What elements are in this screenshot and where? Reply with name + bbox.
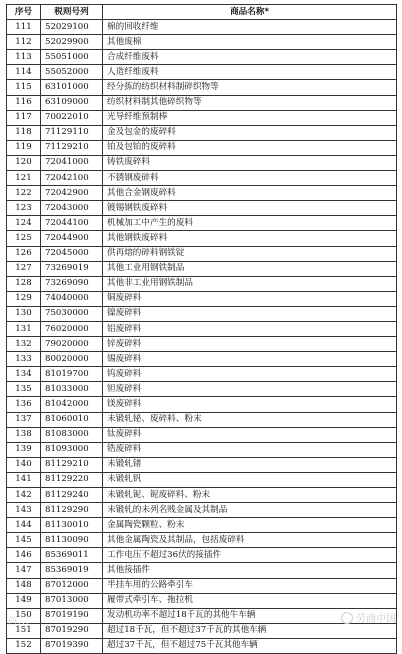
cell-tariff-code: 72043000 <box>41 201 103 216</box>
cell-tariff-code: 63109000 <box>41 95 103 110</box>
cell-seq: 125 <box>7 231 41 246</box>
table-row <box>7 533 397 548</box>
table-row <box>7 95 397 110</box>
cell-seq: 123 <box>7 201 41 216</box>
cell-tariff-code: 71129110 <box>41 125 103 140</box>
cell-tariff-code: 81042000 <box>41 397 103 412</box>
cell-tariff-code: 87012000 <box>41 578 103 593</box>
cell-seq: 140 <box>7 457 41 472</box>
cell-product-name: 其他非工业用钢铁制品 <box>103 276 397 291</box>
cell-tariff-code: 87013000 <box>41 593 103 608</box>
cell-seq: 139 <box>7 442 41 457</box>
cell-product-name: 发动机功率不超过18千瓦的其他牛车辆 <box>103 608 397 623</box>
table-row <box>7 352 397 367</box>
header-seq: 序号 <box>7 5 41 20</box>
brand-circle-icon <box>341 612 353 624</box>
table-row <box>7 110 397 125</box>
table-row <box>7 593 397 608</box>
cell-tariff-code: 75030000 <box>41 306 103 321</box>
cell-tariff-code: 85369011 <box>41 548 103 563</box>
table-row <box>7 246 397 261</box>
cell-tariff-code: 81129240 <box>41 488 103 503</box>
watermark-left: 尚... <box>8 617 30 627</box>
cell-seq: 120 <box>7 155 41 170</box>
cell-product-name: 镁废碎料 <box>103 397 397 412</box>
cell-seq: 131 <box>7 321 41 336</box>
cell-product-name: 超过37千瓦，但不超过75千瓦其他车辆 <box>103 638 397 653</box>
cell-product-name: 其他废棉 <box>103 35 397 50</box>
cell-product-name: 棉的回收纤维 <box>103 20 397 35</box>
cell-seq: 148 <box>7 578 41 593</box>
cell-seq: 136 <box>7 397 41 412</box>
cell-seq: 115 <box>7 80 41 95</box>
cell-tariff-code: 81033000 <box>41 382 103 397</box>
cell-product-name: 镍废碎料 <box>103 306 397 321</box>
table-row <box>7 518 397 533</box>
cell-product-name: 经分拣的纺织材料制碎织物等 <box>103 80 397 95</box>
cell-seq: 124 <box>7 216 41 231</box>
cell-product-name: 未锻轧锗 <box>103 457 397 472</box>
cell-tariff-code: 63101000 <box>41 80 103 95</box>
cell-tariff-code: 81019700 <box>41 367 103 382</box>
cell-seq: 151 <box>7 623 41 638</box>
cell-seq: 146 <box>7 548 41 563</box>
cell-seq: 122 <box>7 186 41 201</box>
cell-tariff-code: 81083000 <box>41 427 103 442</box>
cell-tariff-code: 72045000 <box>41 246 103 261</box>
cell-seq: 128 <box>7 276 41 291</box>
cell-seq: 117 <box>7 110 41 125</box>
cell-product-name: 人造纤维废料 <box>103 65 397 80</box>
cell-tariff-code: 85369019 <box>41 563 103 578</box>
cell-product-name: 未锻轧铌、铌废碎料、粉末 <box>103 488 397 503</box>
table-row <box>7 337 397 352</box>
cell-product-name: 半挂车用的公路牵引车 <box>103 578 397 593</box>
cell-product-name: 钛废碎料 <box>103 427 397 442</box>
table-row <box>7 171 397 186</box>
table-row <box>7 50 397 65</box>
table-row <box>7 367 397 382</box>
cell-tariff-code: 73269090 <box>41 276 103 291</box>
cell-tariff-code: 87019190 <box>41 608 103 623</box>
tariff-table <box>6 4 397 654</box>
table-row <box>7 488 397 503</box>
cell-tariff-code: 70022010 <box>41 110 103 125</box>
cell-seq: 150 <box>7 608 41 623</box>
cell-seq: 119 <box>7 140 41 155</box>
cell-product-name: 不锈钢废碎料 <box>103 171 397 186</box>
cell-seq: 116 <box>7 95 41 110</box>
cell-seq: 152 <box>7 638 41 653</box>
cell-product-name: 其他接插件 <box>103 563 397 578</box>
cell-seq: 147 <box>7 563 41 578</box>
table-row <box>7 216 397 231</box>
table-row <box>7 397 397 412</box>
table-row <box>7 548 397 563</box>
table-row <box>7 563 397 578</box>
cell-product-name: 铂及包铂的废碎料 <box>103 140 397 155</box>
cell-seq: 126 <box>7 246 41 261</box>
cell-tariff-code: 72041000 <box>41 155 103 170</box>
cell-tariff-code: 72042100 <box>41 171 103 186</box>
cell-seq: 127 <box>7 261 41 276</box>
cell-product-name: 其他金属陶瓷及其制品，包括废碎料 <box>103 533 397 548</box>
table-row <box>7 65 397 80</box>
cell-product-name: 供再熔的碎料钢铁锭 <box>103 246 397 261</box>
table-row <box>7 638 397 653</box>
header-product-name: 商品名称* <box>103 5 397 20</box>
table-row <box>7 578 397 593</box>
cell-seq: 114 <box>7 65 41 80</box>
table-row <box>7 321 397 336</box>
cell-product-name: 镀锡钢铁废碎料 <box>103 201 397 216</box>
table-row <box>7 382 397 397</box>
cell-product-name: 光导纤维预制棒 <box>103 110 397 125</box>
cell-tariff-code: 79020000 <box>41 337 103 352</box>
cell-seq: 137 <box>7 412 41 427</box>
table-row <box>7 472 397 487</box>
cell-product-name: 铜废碎料 <box>103 291 397 306</box>
table-row <box>7 140 397 155</box>
cell-seq: 143 <box>7 503 41 518</box>
table-row <box>7 503 397 518</box>
cell-product-name: 超过18千瓦，但不超过37千瓦的其他车辆 <box>103 623 397 638</box>
cell-product-name: 履带式牵引车、拖拉机 <box>103 593 397 608</box>
cell-tariff-code: 74040000 <box>41 291 103 306</box>
cell-seq: 111 <box>7 20 41 35</box>
cell-tariff-code: 52029900 <box>41 35 103 50</box>
cell-tariff-code: 72042900 <box>41 186 103 201</box>
cell-tariff-code: 72044100 <box>41 216 103 231</box>
cell-tariff-code: 81129290 <box>41 503 103 518</box>
cell-tariff-code: 81060010 <box>41 412 103 427</box>
cell-tariff-code: 55052000 <box>41 65 103 80</box>
cell-tariff-code: 72044900 <box>41 231 103 246</box>
cell-product-name: 锡废碎料 <box>103 352 397 367</box>
cell-seq: 112 <box>7 35 41 50</box>
cell-seq: 121 <box>7 171 41 186</box>
cell-seq: 144 <box>7 518 41 533</box>
table-row <box>7 442 397 457</box>
table-row <box>7 306 397 321</box>
cell-product-name: 锌废碎料 <box>103 337 397 352</box>
header-tariff-code: 税则号列 <box>41 5 103 20</box>
cell-product-name: 未锻轧钒 <box>103 472 397 487</box>
watermark-text: 劳商中国 <box>356 614 396 625</box>
cell-product-name: 金属陶瓷颗粒、粉末 <box>103 518 397 533</box>
cell-tariff-code: 81130010 <box>41 518 103 533</box>
cell-product-name: 合成纤维废料 <box>103 50 397 65</box>
cell-product-name: 其他工业用钢铁制品 <box>103 261 397 276</box>
cell-seq: 141 <box>7 472 41 487</box>
cell-product-name: 未锻轧的未列名贱金属及其制品 <box>103 503 397 518</box>
cell-seq: 132 <box>7 337 41 352</box>
cell-tariff-code: 52029100 <box>41 20 103 35</box>
cell-seq: 133 <box>7 352 41 367</box>
table-row <box>7 457 397 472</box>
cell-product-name: 钽废碎料 <box>103 382 397 397</box>
table-header-row <box>7 5 397 20</box>
table-row <box>7 291 397 306</box>
cell-product-name: 其他合金钢废碎料 <box>103 186 397 201</box>
cell-seq: 130 <box>7 306 41 321</box>
cell-product-name: 未锻轧铋、废碎料、粉末 <box>103 412 397 427</box>
cell-tariff-code: 76020000 <box>41 321 103 336</box>
cell-seq: 134 <box>7 367 41 382</box>
cell-seq: 135 <box>7 382 41 397</box>
cell-product-name: 金及包金的废碎料 <box>103 125 397 140</box>
cell-seq: 118 <box>7 125 41 140</box>
table-row <box>7 608 397 623</box>
table-row <box>7 201 397 216</box>
table-row <box>7 427 397 442</box>
cell-seq: 145 <box>7 533 41 548</box>
cell-seq: 113 <box>7 50 41 65</box>
cell-tariff-code: 81093000 <box>41 442 103 457</box>
cell-tariff-code: 81130090 <box>41 533 103 548</box>
cell-product-name: 钨废碎料 <box>103 367 397 382</box>
cell-tariff-code: 81129220 <box>41 472 103 487</box>
cell-seq: 142 <box>7 488 41 503</box>
cell-tariff-code: 71129210 <box>41 140 103 155</box>
table-row <box>7 80 397 95</box>
cell-seq: 149 <box>7 593 41 608</box>
table-row <box>7 276 397 291</box>
table-row <box>7 412 397 427</box>
cell-product-name: 机械加工中产生的废料 <box>103 216 397 231</box>
table-row <box>7 155 397 170</box>
cell-product-name: 纺织材料制其他碎织物等 <box>103 95 397 110</box>
cell-tariff-code: 87019290 <box>41 623 103 638</box>
cell-product-name: 工作电压不超过36伏的接插件 <box>103 548 397 563</box>
cell-seq: 129 <box>7 291 41 306</box>
cell-tariff-code: 55051000 <box>41 50 103 65</box>
table-row <box>7 186 397 201</box>
table-row <box>7 261 397 276</box>
cell-product-name: 锆废碎料 <box>103 442 397 457</box>
watermark <box>341 610 396 625</box>
cell-tariff-code: 80020000 <box>41 352 103 367</box>
cell-seq: 138 <box>7 427 41 442</box>
cell-product-name: 铝废碎料 <box>103 321 397 336</box>
cell-tariff-code: 73269019 <box>41 261 103 276</box>
cell-product-name: 铸铁废碎料 <box>103 155 397 170</box>
table-row <box>7 20 397 35</box>
table-row <box>7 125 397 140</box>
table-row <box>7 231 397 246</box>
cell-tariff-code: 81129210 <box>41 457 103 472</box>
cell-tariff-code: 87019390 <box>41 638 103 653</box>
table-row <box>7 35 397 50</box>
cell-product-name: 其他钢铁废碎料 <box>103 231 397 246</box>
